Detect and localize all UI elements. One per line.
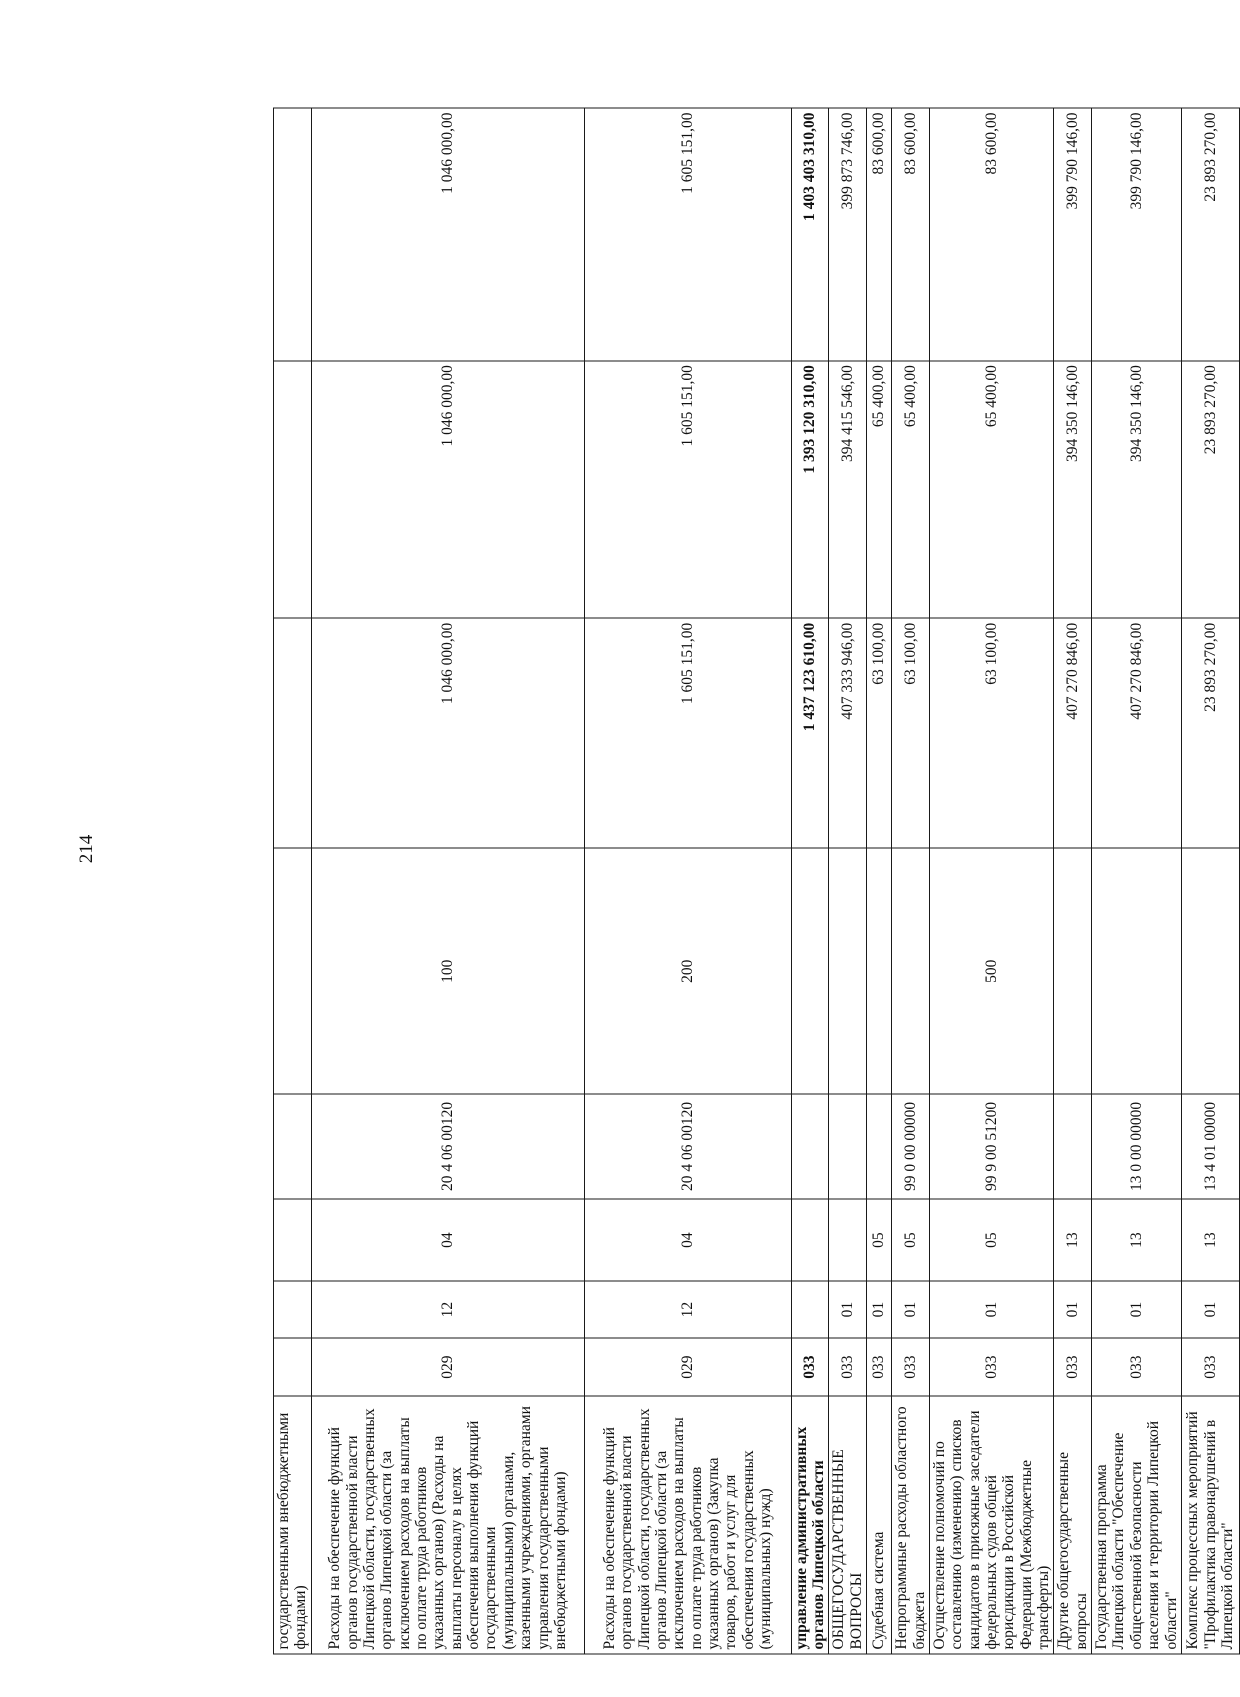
- cell-year2: 1 605 151,00: [584, 361, 791, 619]
- cell-rz: 12: [584, 1281, 791, 1338]
- cell-rz: [274, 1281, 312, 1338]
- cell-gr: 033: [1092, 1338, 1182, 1396]
- cell-vr: 200: [584, 848, 791, 1094]
- cell-year2: 65 400,00: [929, 361, 1054, 619]
- cell-pr: 13: [1181, 1199, 1239, 1281]
- cell-rz: 01: [829, 1281, 867, 1338]
- cell-rz: 01: [867, 1281, 892, 1338]
- cell-rz: 01: [929, 1281, 1054, 1338]
- cell-csr: 20 4 06 00120: [584, 1094, 791, 1199]
- cell-year3: 1 605 151,00: [584, 108, 791, 361]
- cell-pr: 13: [1054, 1199, 1092, 1281]
- cell-pr: 05: [892, 1199, 930, 1281]
- cell-csr: [829, 1094, 867, 1199]
- row-name: Государственная программа Липецкой области "Обеспечение общественной безопасности населения и территории Липецкой области": [1092, 1396, 1182, 1654]
- cell-csr: 13 0 00 00000: [1092, 1094, 1182, 1199]
- cell-pr: 05: [929, 1199, 1054, 1281]
- cell-gr: 033: [892, 1338, 930, 1396]
- table-row: [1054, 108, 1092, 1654]
- cell-vr: [867, 848, 892, 1094]
- cell-pr: [791, 1199, 829, 1281]
- budget-table-body: [274, 108, 1240, 1654]
- row-name: ОБЩЕГОСУДАРСТВЕННЫЕ ВОПРОСЫ: [829, 1396, 867, 1654]
- row-name: государственными внебюджетными фондами): [274, 1396, 312, 1654]
- cell-year2: 65 400,00: [867, 361, 892, 619]
- cell-vr: [829, 848, 867, 1094]
- cell-year1: 1 605 151,00: [584, 618, 791, 848]
- cell-year2: 394 350 146,00: [1054, 361, 1092, 619]
- cell-csr: 13 4 01 00000: [1181, 1094, 1239, 1199]
- table-row: [1181, 108, 1239, 1654]
- cell-vr: [791, 848, 829, 1094]
- cell-gr: 029: [584, 1338, 791, 1396]
- cell-vr: 500: [929, 848, 1054, 1094]
- cell-rz: [791, 1281, 829, 1338]
- cell-gr: 033: [1054, 1338, 1092, 1396]
- cell-year2: [274, 361, 312, 619]
- cell-year3: 1 046 000,00: [311, 108, 584, 361]
- table-row: [1092, 108, 1182, 1654]
- cell-gr: 033: [791, 1338, 829, 1396]
- cell-pr: [829, 1199, 867, 1281]
- cell-year1: 1 437 123 610,00: [791, 618, 829, 848]
- cell-gr: [274, 1338, 312, 1396]
- cell-rz: 01: [1181, 1281, 1239, 1338]
- cell-csr: [274, 1094, 312, 1199]
- cell-gr: 033: [829, 1338, 867, 1396]
- cell-year2: 1 046 000,00: [311, 361, 584, 619]
- cell-vr: [892, 848, 930, 1094]
- table-row: [829, 108, 867, 1654]
- cell-year3: 399 790 146,00: [1054, 108, 1092, 361]
- cell-vr: [1092, 848, 1182, 1094]
- cell-year3: 399 873 746,00: [829, 108, 867, 361]
- cell-year1: 23 893 270,00: [1181, 618, 1239, 848]
- table-row: [274, 108, 312, 1654]
- cell-vr: [1054, 848, 1092, 1094]
- cell-year1: 63 100,00: [892, 618, 930, 848]
- cell-year2: 394 415 546,00: [829, 361, 867, 619]
- row-name: Осуществление полномочий по составлению (изменению) списков кандидатов в присяжные заседатели федеральных судов общей юрисдикции в Российской Федерации (Межбюджетные трансферты): [929, 1396, 1054, 1654]
- cell-csr: [867, 1094, 892, 1199]
- table-row: [584, 108, 791, 1654]
- cell-year1: 407 333 946,00: [829, 618, 867, 848]
- cell-year2: 394 350 146,00: [1092, 361, 1182, 619]
- cell-year1: 407 270 846,00: [1054, 618, 1092, 848]
- cell-year3: 83 600,00: [929, 108, 1054, 361]
- cell-year3: 1 403 403 310,00: [791, 108, 829, 361]
- cell-year3: [274, 108, 312, 361]
- cell-gr: 033: [929, 1338, 1054, 1396]
- cell-pr: 04: [584, 1199, 791, 1281]
- cell-year3: 23 893 270,00: [1181, 108, 1239, 361]
- cell-year2: 65 400,00: [892, 361, 930, 619]
- cell-gr: 033: [1181, 1338, 1239, 1396]
- cell-gr: 029: [311, 1338, 584, 1396]
- table-row: [311, 108, 584, 1654]
- row-name: Расходы на обеспечение функций органов государственной власти Липецкой области, государственных органов Липецкой области (за исключением расходов на выплаты по оплате труда работников указанных органов) (Закупка товаров, работ и услуг для обеспечения государственных (муниципальных) нужд): [584, 1396, 791, 1654]
- cell-rz: 01: [892, 1281, 930, 1338]
- cell-year3: 399 790 146,00: [1092, 108, 1182, 361]
- cell-pr: 05: [867, 1199, 892, 1281]
- table-row: [867, 108, 892, 1654]
- table-row: [892, 108, 930, 1654]
- cell-csr: 99 0 00 00000: [892, 1094, 930, 1199]
- cell-year2: 1 393 120 310,00: [791, 361, 829, 619]
- table-row: [929, 108, 1054, 1654]
- row-name: Расходы на обеспечение функций органов государственной власти Липецкой области, государственных органов Липецкой области (за исключением расходов на выплаты по оплате труда работников указанных органов) (Расходы на выплаты персоналу в целях обеспечения выполнения функций государственными (муниципальными) органами, казенными учреждениями, органами управления государственными внебюджетными фондами): [311, 1396, 584, 1654]
- cell-year1: [274, 618, 312, 848]
- cell-vr: 100: [311, 848, 584, 1094]
- cell-rz: 01: [1092, 1281, 1182, 1338]
- cell-gr: 033: [867, 1338, 892, 1396]
- cell-year2: 23 893 270,00: [1181, 361, 1239, 619]
- row-name: управление административных органов Липецкой области: [791, 1396, 829, 1654]
- row-name: Комплекс процессных мероприятий "Профилактика правонарушений в Липецкой области": [1181, 1396, 1239, 1654]
- cell-year1: 1 046 000,00: [311, 618, 584, 848]
- page-number: 214: [76, 834, 97, 864]
- cell-pr: 04: [311, 1199, 584, 1281]
- cell-year1: 407 270 846,00: [1092, 618, 1182, 848]
- cell-rz: 01: [1054, 1281, 1092, 1338]
- budget-table: [273, 108, 1240, 1655]
- cell-vr: [1181, 848, 1239, 1094]
- cell-year3: 83 600,00: [867, 108, 892, 361]
- row-name: Судебная система: [867, 1396, 892, 1654]
- table-row: [791, 108, 829, 1654]
- cell-year1: 63 100,00: [929, 618, 1054, 848]
- cell-csr: 99 9 00 51200: [929, 1094, 1054, 1199]
- budget-table-rotated: [273, 108, 1237, 1655]
- cell-vr: [274, 848, 312, 1094]
- cell-pr: 13: [1092, 1199, 1182, 1281]
- cell-pr: [274, 1199, 312, 1281]
- cell-csr: [1054, 1094, 1092, 1199]
- cell-year3: 83 600,00: [892, 108, 930, 361]
- cell-csr: [791, 1094, 829, 1199]
- cell-year1: 63 100,00: [867, 618, 892, 848]
- cell-csr: 20 4 06 00120: [311, 1094, 584, 1199]
- row-name: Другие общегосударственные вопросы: [1054, 1396, 1092, 1654]
- cell-rz: 12: [311, 1281, 584, 1338]
- row-name: Непрограммные расходы областного бюджета: [892, 1396, 930, 1654]
